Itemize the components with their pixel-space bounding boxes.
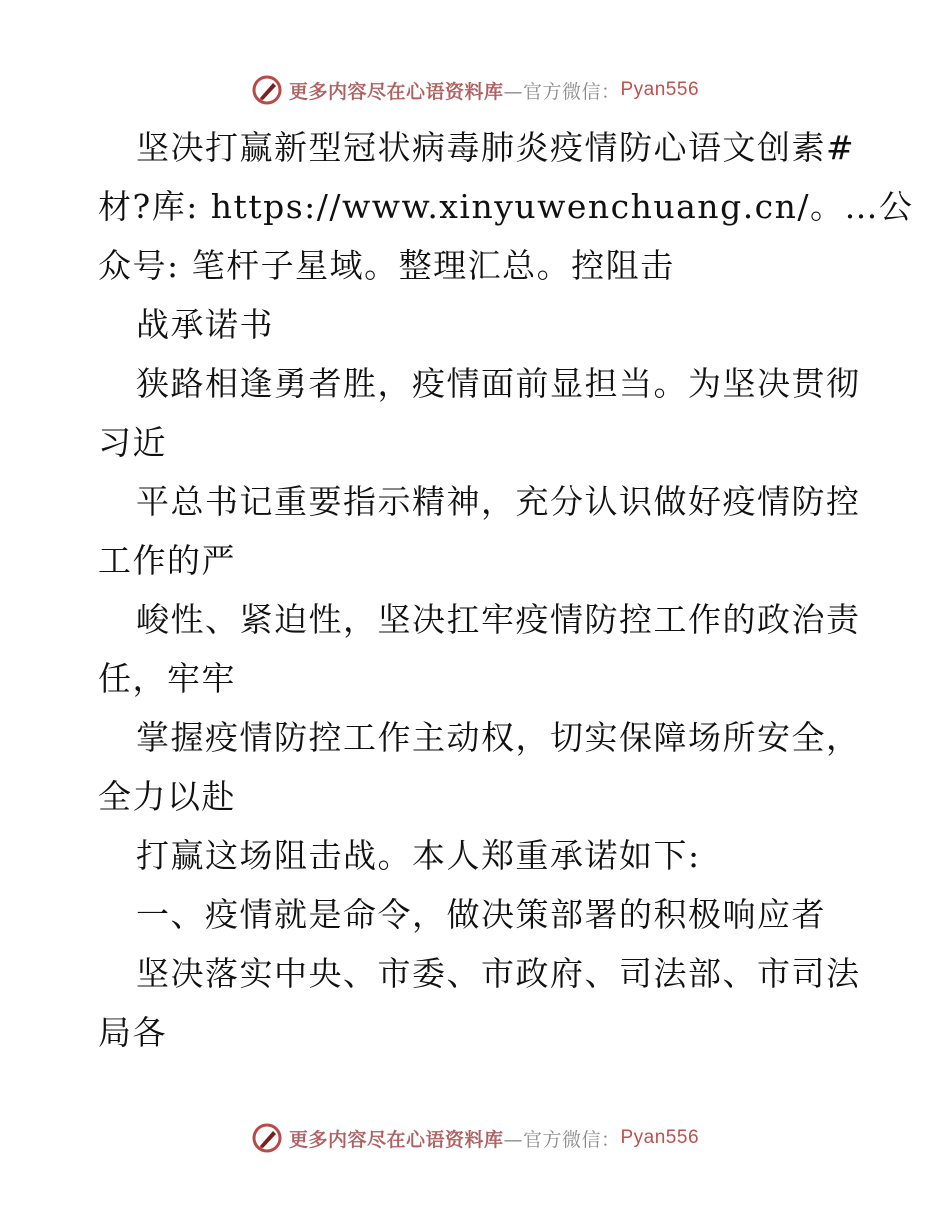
watermark-sub-text: —官方微信：: [503, 1128, 621, 1151]
watermark-main-text: 更多内容尽在心语资料库: [288, 80, 504, 103]
document-body: [98, 118, 914, 1062]
body-line: 材?库: https://www.xinyuwenchuang.cn/。…公: [98, 187, 914, 226]
body-line: 全力以赴: [98, 777, 236, 816]
body-line: 坚决落实中央、市委、市政府、司法部、市司法: [136, 954, 861, 993]
body-line: 任，牢牢: [98, 659, 236, 698]
body-line: 平总书记重要指示精神，充分认识做好疫情防控: [136, 482, 861, 521]
body-line: 众号: 笔杆子星域。整理汇总。控阻击: [98, 246, 675, 285]
body-line: 局各: [98, 1013, 167, 1052]
body-line: 战承诺书: [136, 305, 274, 344]
watermark-wechat-id: Pyan556: [620, 79, 700, 100]
body-line: 狭路相逢勇者胜，疫情面前显担当。为坚决贯彻: [136, 364, 861, 403]
body-line: 习近: [98, 423, 167, 462]
header-watermark: [0, 70, 950, 110]
quill-circle-logo-icon: [251, 1122, 283, 1154]
body-line: 掌握疫情防控工作主动权，切实保障场所安全，: [136, 718, 861, 757]
watermark-wechat-id: Pyan556: [620, 1127, 700, 1148]
watermark-main-text: 更多内容尽在心语资料库: [288, 1128, 504, 1151]
body-line: 坚决打赢新型冠状病毒肺炎疫情防心语文创素#: [136, 128, 856, 167]
body-line: 工作的严: [98, 541, 236, 580]
quill-circle-logo-icon: [251, 74, 283, 106]
footer-watermark: [0, 1118, 950, 1158]
body-line: 峻性、紧迫性，坚决扛牢疫情防控工作的政治责: [136, 600, 861, 639]
body-line: 一、疫情就是命令，做决策部署的积极响应者: [136, 895, 826, 934]
body-line: 打赢这场阻击战。本人郑重承诺如下:: [136, 836, 701, 875]
watermark-sub-text: —官方微信：: [503, 80, 621, 103]
